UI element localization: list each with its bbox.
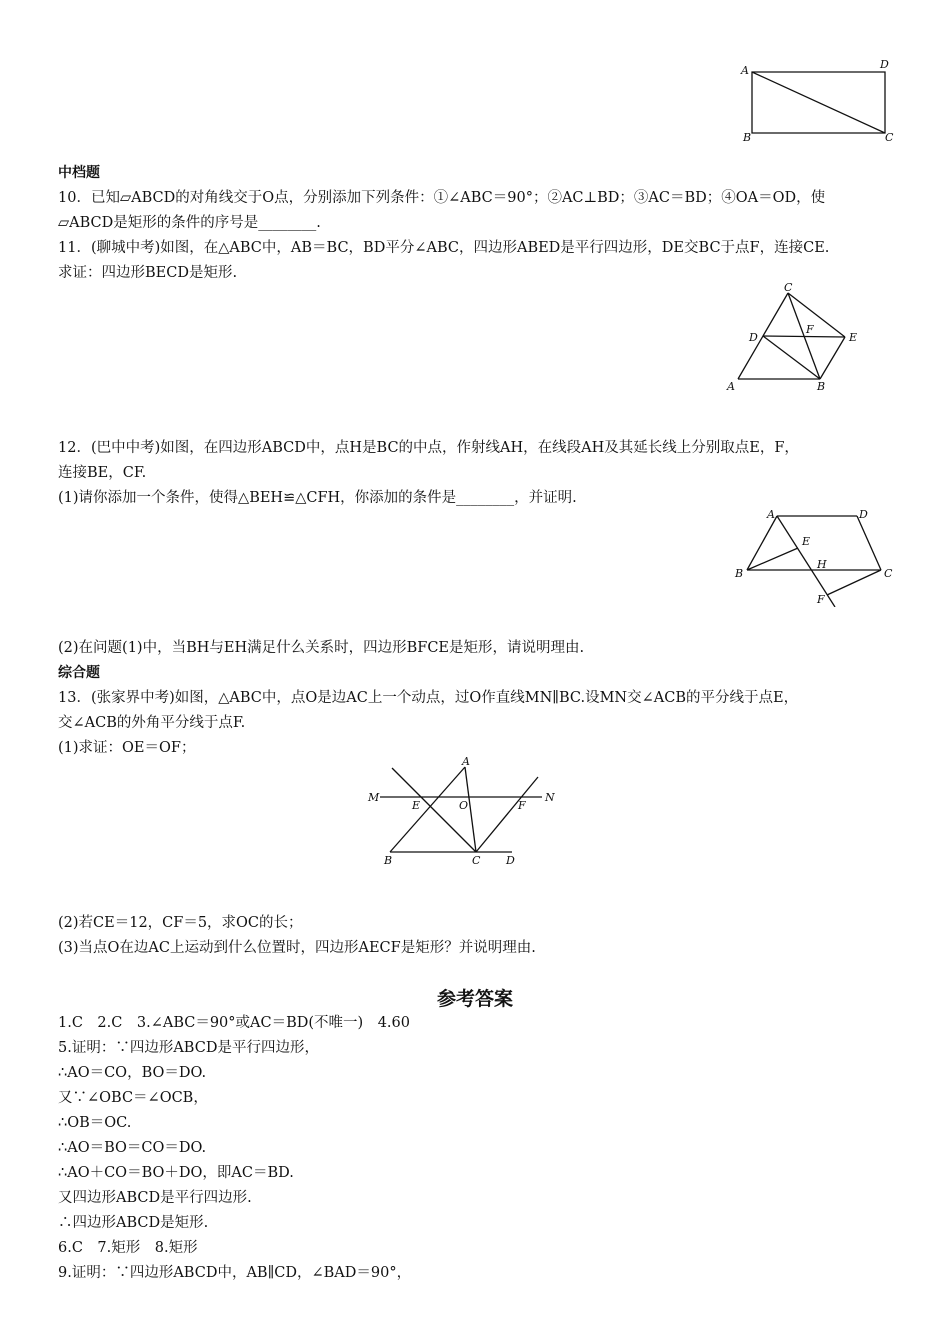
q13-figure bbox=[360, 755, 570, 870]
label-b: B bbox=[743, 131, 752, 144]
q12-line2: 连接BE，CF. bbox=[58, 465, 147, 481]
label-b: B bbox=[384, 854, 393, 867]
answer-line: 5.证明：∵四边形ABCD是平行四边形， bbox=[58, 1040, 319, 1056]
label-a: A bbox=[462, 755, 470, 768]
section-mid-heading: 中档题 bbox=[58, 165, 100, 181]
label-d: D bbox=[880, 58, 889, 71]
seg-dc bbox=[857, 516, 881, 570]
answer-line: 6.C 7.矩形 8.矩形 bbox=[58, 1240, 198, 1256]
section-comp-heading: 综合题 bbox=[58, 665, 100, 681]
q13-line3: (1)求证：OE＝OF； bbox=[58, 740, 196, 756]
rectangle-figure bbox=[735, 55, 905, 150]
label-f: F bbox=[817, 593, 825, 606]
q12-figure bbox=[725, 502, 900, 607]
q10-line1: 10．已知▱ABCD的对角线交于O点，分别添加下列条件：①∠ABC＝90°；②AC⊥BD；③AC＝BD；④OA＝OD，使 bbox=[58, 190, 826, 206]
label-f: F bbox=[518, 799, 526, 812]
q12-line3: (1)请你添加一个条件，使得△BEH≌△CFH，你添加的条件是________，并证明. bbox=[58, 490, 577, 506]
label-m: M bbox=[368, 791, 380, 804]
label-h: H bbox=[817, 558, 827, 571]
label-b: B bbox=[735, 567, 744, 580]
answer-line: 9.证明：∵四边形ABCD中，AB∥CD，∠BAD＝90°， bbox=[58, 1265, 412, 1281]
bisector-cf bbox=[476, 777, 538, 852]
answer-line: ∴AO＝CO，BO＝DO. bbox=[58, 1065, 207, 1081]
label-c: C bbox=[885, 131, 894, 144]
label-e: E bbox=[412, 799, 421, 812]
answer-line: ∴AO＝BO＝CO＝DO. bbox=[58, 1140, 207, 1156]
q11-line2: 求证：四边形BECD是矩形. bbox=[58, 265, 238, 281]
q13-line1: 13．(张家界中考)如图，△ABC中，点O是边AC上一个动点，过O作直线MN∥BC.设MN交∠ACB的平分线于点E， bbox=[58, 690, 799, 706]
answer-line: ∴OB＝OC. bbox=[58, 1115, 132, 1131]
label-d: D bbox=[506, 854, 515, 867]
q13-line2: 交∠ACB的外角平分线于点F. bbox=[58, 715, 246, 731]
label-d: D bbox=[749, 331, 758, 344]
label-a: A bbox=[741, 64, 749, 77]
label-c: C bbox=[472, 854, 481, 867]
seg-ba bbox=[390, 767, 465, 852]
q11-figure bbox=[720, 280, 870, 395]
label-c: C bbox=[884, 567, 893, 580]
label-n: N bbox=[545, 791, 555, 804]
label-e: E bbox=[849, 331, 858, 344]
seg-be bbox=[747, 548, 798, 570]
q12-line4: (2)在问题(1)中，当BH与EH满足什么关系时，四边形BFCE是矩形，请说明理由. bbox=[58, 640, 585, 656]
label-o: O bbox=[459, 799, 469, 812]
label-c: C bbox=[784, 281, 793, 294]
answer-line: ∴AO＋CO＝BO＋DO，即AC＝BD. bbox=[58, 1165, 294, 1181]
answer-line: 又∵∠OBC＝∠OCB， bbox=[58, 1090, 208, 1106]
q10-line2: ▱ABCD是矩形的条件的序号是________. bbox=[58, 215, 321, 231]
diagonal-ac bbox=[752, 72, 885, 133]
answer-line: 1.C 2.C 3.∠ABC＝90°或AC＝BD(不唯一) 4.60 bbox=[58, 1015, 410, 1031]
seg-de bbox=[763, 336, 845, 337]
label-a: A bbox=[767, 508, 775, 521]
seg-cf bbox=[827, 570, 881, 595]
q11-line1: 11．(聊城中考)如图，在△ABC中，AB＝BC，BD平分∠ABC，四边形ABED是平行四边形，DE交BC于点F，连接CE. bbox=[58, 240, 830, 256]
answers-title: 参考答案 bbox=[436, 988, 513, 1010]
answer-line: ∴四边形ABCD是矩形. bbox=[58, 1215, 209, 1231]
label-b: B bbox=[817, 380, 826, 393]
label-a: A bbox=[727, 380, 735, 393]
seg-eb bbox=[820, 337, 845, 379]
answer-line: 又四边形ABCD是平行四边形. bbox=[58, 1190, 252, 1206]
label-e: E bbox=[802, 535, 811, 548]
q13-line5: (3)当点O在边AC上运动到什么位置时，四边形AECF是矩形？并说明理由. bbox=[58, 940, 536, 956]
label-f: F bbox=[806, 323, 814, 336]
q13-line4: (2)若CE＝12，CF＝5，求OC的长； bbox=[58, 915, 303, 931]
seg-ab bbox=[747, 516, 777, 570]
label-d: D bbox=[859, 508, 868, 521]
q12-line1: 12．(巴中中考)如图，在四边形ABCD中，点H是BC的中点，作射线AH，在线段AH及其延长线上分别取点E，F， bbox=[58, 440, 799, 456]
